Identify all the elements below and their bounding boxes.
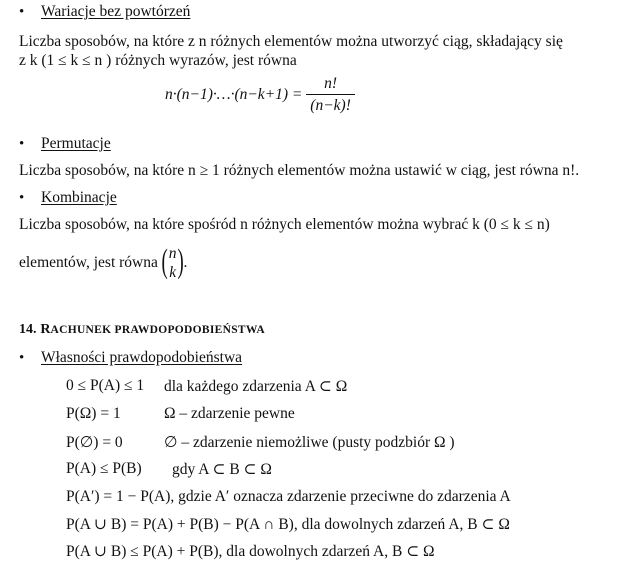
wariacje-fraction-num: n!	[324, 75, 338, 92]
kombinacje-line2-suffix: .	[183, 254, 188, 271]
property-formula-5: P(A′) = 1 − P(A), gdzie A′ oznacza zdarzenie przeciwne do zdarzenia A	[66, 488, 511, 505]
property-desc-1: dla każdego zdarzenia A ⊂ Ω	[164, 378, 348, 395]
wariacje-formula	[165, 75, 355, 115]
wariacje-text-line1: Liczba sposobów, na które z n różnych elementów można utworzyć ciąg, składający się	[19, 33, 563, 50]
property-formula-3: P(∅) = 0	[66, 434, 123, 451]
property-desc-4: gdy A ⊂ B ⊂ Ω	[172, 461, 272, 478]
wariacje-fraction-den: (n−k)!	[306, 94, 355, 115]
chapter-title-rest: ACHUNEK PRAWDOPODOBIEŃSTWA	[50, 324, 266, 336]
kombinacje-text-line1: Liczba sposobów, na które spośród n różnych elementów można wybrać k (0 ≤ k ≤ n)	[19, 216, 550, 233]
property-desc-2: Ω – zdarzenie pewne	[164, 405, 295, 422]
chapter-title-initial: R	[40, 322, 51, 337]
bullet-permutacje: •	[19, 136, 25, 152]
kombinacje-line2-prefix: elementów, jest równa	[19, 254, 158, 271]
heading-permutacje: Permutacje	[41, 135, 111, 152]
binomial-coefficient: ( n k )	[161, 243, 184, 281]
property-formula-2: P(Ω) = 1	[66, 405, 121, 422]
property-formula-6: P(A ∪ B) = P(A) + P(B) − P(A ∩ B), dla dowolnych zdarzeń A, B ⊂ Ω	[66, 516, 510, 533]
bullet-kombinacje: •	[19, 190, 25, 206]
heading-kombinacje: Kombinacje	[41, 189, 117, 206]
chapter-number: 14.	[19, 322, 37, 337]
bullet-wlasnosci: •	[19, 350, 25, 366]
property-formula-1: 0 ≤ P(A) ≤ 1	[66, 377, 145, 394]
property-formula-7: P(A ∪ B) ≤ P(A) + P(B), dla dowolnych zdarzeń A, B ⊂ Ω	[66, 543, 435, 560]
heading-wlasnosci: Własności prawdopodobieństwa	[41, 349, 243, 366]
heading-wariacje: Wariacje bez powtórzeń	[41, 3, 191, 20]
wariacje-formula-left: n·(n−1)·…·(n−k+1) =	[165, 86, 303, 103]
wariacje-text-line2: z k (1 ≤ k ≤ n ) różnych wyrazów, jest równa	[19, 52, 297, 69]
property-desc-3: ∅ – zdarzenie niemożliwe (pusty podzbiór Ω )	[164, 434, 455, 451]
chapter-heading	[19, 320, 265, 338]
binom-top: n	[168, 245, 177, 262]
wariacje-fraction	[306, 75, 355, 115]
bullet-wariacje: •	[19, 4, 25, 20]
kombinacje-text-line2	[19, 244, 187, 282]
binom-bottom: k	[169, 264, 177, 281]
permutacje-text: Liczba sposobów, na które n ≥ 1 różnych elementów można ustawić w ciąg, jest równa n!.	[19, 162, 580, 179]
property-formula-4: P(A) ≤ P(B)	[66, 460, 142, 477]
